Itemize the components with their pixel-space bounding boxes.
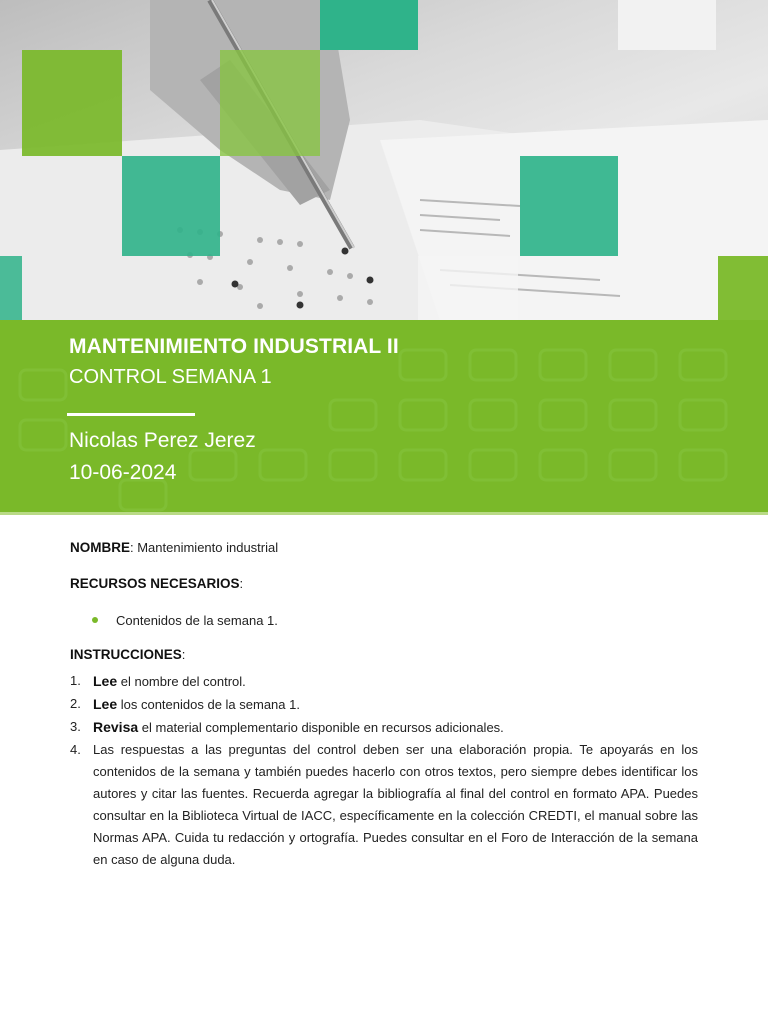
bullet-icon [92,617,98,623]
instructions-list [70,670,698,871]
student-name: Nicolas Perez Jerez [69,429,256,452]
decorative-square [718,256,768,320]
decorative-square [418,256,518,320]
list-item: 2. Lee los contenidos de la semana 1. [70,696,300,712]
control-title: CONTROL SEMANA 1 [69,366,272,388]
banner-bottom-edge [0,512,768,515]
decorative-square [22,50,122,156]
decorative-square [520,156,618,256]
instructions-label: INSTRUCCIONES [70,647,182,662]
course-title: MANTENIMIENTO INDUSTRIAL II [69,335,399,358]
resource-item: Contenidos de la semana 1. [116,613,278,628]
list-item: 4. Las respuestas a las preguntas del control deben ser una elaboración propia. Te apoyarás en los contenidos de la semana y también puedes hacerlo con otros textos, pero siempre debes identificar los autores y citar las fuentes. Recuerda agregar la bibliografía al final del control en formato APA. Puedes consultar en la Biblioteca Virtual de IACC, específicamente en la colección CREDTI, el manual sobre las Normas APA. Cuida tu redacción y ortografía. Puedes consultar en el Foro de Interacción de la semana en caso de alguna duda. [70,742,698,867]
title-divider [67,413,195,416]
decorative-square [220,50,320,156]
resources-heading: RECURSOS NECESARIOS: [70,576,244,591]
cover-photo [0,0,768,320]
decorative-square [0,256,22,320]
decorative-square [122,156,220,256]
decorative-square [320,0,418,50]
name-line [70,540,278,555]
resources-label: RECURSOS NECESARIOS [70,576,240,591]
instructions-heading: INSTRUCCIONES: [70,647,186,662]
name-value: : Mantenimiento industrial [130,540,279,555]
list-item: 1. Lee el nombre del control. [70,673,246,689]
name-label: NOMBRE [70,540,130,555]
decorative-square [618,0,716,50]
list-item: 3. Revisa el material complementario disponible en recursos adicionales. [70,719,504,735]
document-date: 10-06-2024 [69,461,177,484]
